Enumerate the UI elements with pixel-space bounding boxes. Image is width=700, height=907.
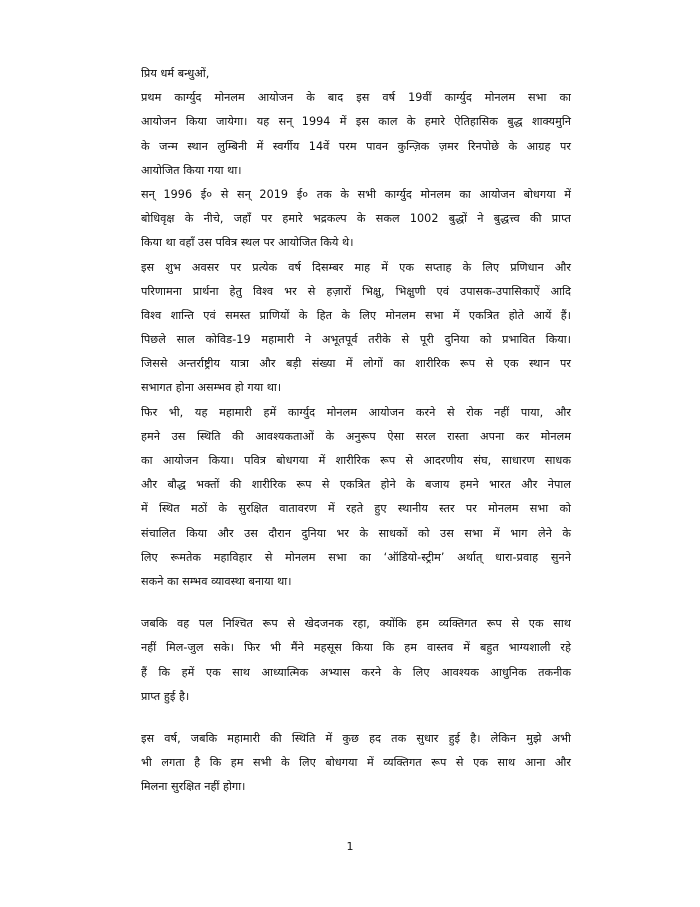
paragraph-6 bbox=[141, 612, 571, 709]
paragraph-line: का आयोजन किया। पवित्र बोधगया में शारीरिक रूप से आदरणीय संघ, साधारण साधक bbox=[141, 454, 571, 467]
document-body bbox=[141, 62, 571, 799]
paragraph-line: सकने का सम्भव व्यावस्था बनाया था। bbox=[141, 574, 292, 588]
paragraph-line: प्रथम कार्ग्युद मोनलम आयोजन के बाद इस वर्ष 19वीं कार्ग्युद मोनलम सभा का bbox=[141, 91, 571, 105]
paragraph-line: जिससे अन्तर्राष्ट्रीय यात्रा और बड़ी संख्या में लोगों का शारीरिक रूप से एक स्थान पर bbox=[141, 357, 571, 371]
paragraph-line: विश्व शान्ति एवं समस्त प्राणियों के हित के लिए मोनलम सभा में एकत्रित होते आयें हैं। bbox=[141, 308, 571, 322]
paragraph-line: किया था वहाँ उस पवित्र स्थल पर आयोजित किये थे। bbox=[141, 236, 354, 250]
paragraph-line: इस वर्ष, जबकि महामारी की स्थिति में कुछ हद तक सुधार हुई है। लेकिन मुझे अभी bbox=[141, 731, 571, 745]
paragraph-line: पिछले साल कोविड-19 महामारी ने अभूतपूर्व तरीके से पूरी दुनिया को प्रभावित किया। bbox=[141, 333, 571, 347]
paragraph-line: मिलना सुरक्षित नहीं होगा। bbox=[141, 780, 246, 794]
paragraph-line: इस शुभ अवसर पर प्रत्येक वर्ष दिसम्बर माह में एक सप्ताह के लिए प्रणिधान और bbox=[141, 260, 571, 274]
paragraph-1 bbox=[141, 86, 571, 183]
paragraph-line: लिए रूमतेक महाविहार से मोनलम सभा का ‘ऑडियो-स्ट्रीम’ अर्थात् धारा-प्रवाह सुनने bbox=[141, 550, 571, 564]
salutation: प्रिय धर्म बन्धुओं, bbox=[141, 67, 210, 80]
paragraph-line: हमने उस स्थिति की आवश्यकताओं के अनुरूप ऐसा सरल रास्ता अपना कर मोनलम bbox=[141, 429, 571, 443]
paragraph-line: फिर भी, यह महामारी हमें कार्ग्युद मोनलम आयोजन करने से रोक नहीं पाया, और bbox=[141, 405, 571, 419]
paragraph-line: आयोजन किया जायेगा। यह सन् 1994 में इस काल के हमारे ऐतिहासिक बुद्ध शाक्यमुनि bbox=[141, 115, 571, 129]
paragraph-5 bbox=[141, 401, 571, 595]
paragraph-line: और बौद्ध भक्तों की शारीरिक रूप से एकत्रित होने के बजाय हमने भारत और नेपाल bbox=[141, 478, 571, 492]
paragraph-7 bbox=[141, 727, 571, 800]
paragraph-line: परिणामना प्रार्थना हेतु विश्व भर से हज़ारों भिक्षु, भिक्षुणी एवं उपासक-उपासिकाऐं आदि bbox=[141, 284, 571, 298]
paragraph-line: आयोजित किया गया था। bbox=[141, 163, 242, 177]
paragraph-line: भी लगता है कि हम सभी के लिए बोधगया में व्यक्तिगत रूप से एक साथ आना और bbox=[141, 756, 571, 770]
paragraph-line: बोधिवृक्ष के नीचे, जहाँ पर हमारे भद्रकल्प के सकल 1002 बुद्धों ने बुद्धत्त्व की प्राप्त bbox=[141, 212, 571, 226]
paragraph-line: सभागत होना असम्भव हो गया था। bbox=[141, 381, 282, 395]
paragraph-spacer bbox=[141, 594, 571, 612]
paragraph-line: में स्थित मठों के सुरक्षित वातावरण में रहते हुए स्थानीय स्तर पर मोनलम सभा को bbox=[141, 502, 571, 516]
paragraph-4 bbox=[141, 328, 571, 401]
paragraph-2 bbox=[141, 183, 571, 256]
paragraph-3 bbox=[141, 256, 571, 329]
paragraph-line: के जन्म स्थान लुम्बिनी में स्वर्गीय 14वें परम पावन कुन्ज़िक ज़मर रिनपोछे के आग्रह पर bbox=[141, 139, 571, 153]
paragraph-line: प्राप्त हुई है। bbox=[141, 689, 190, 703]
paragraph-line: जबकि वह पल निश्चित रूप से खेदजनक रहा, क्योंकि हम व्यक्तिगत रूप से एक साथ bbox=[141, 617, 571, 631]
paragraph-line: नहीं मिल-जुल सके। फिर भी मैंने महसूस किया कि हम वास्तव में बहुत भाग्यशाली रहे bbox=[141, 641, 571, 655]
paragraph-line: हैं कि हमें एक साथ आध्यात्मिक अभ्यास करने के लिए आवश्यक आधुनिक तकनीक bbox=[141, 665, 571, 679]
paragraph-line: संचालित किया और उस दौरान दुनिया भर के साधकों को उस सभा में भाग लेने के bbox=[141, 526, 571, 540]
paragraph-spacer bbox=[141, 709, 571, 727]
paragraph-line: सन् 1996 ई० से सन् 2019 ई० तक के सभी कार्ग्युद मोनलम का आयोजन बोधगया में bbox=[141, 187, 571, 201]
page-number: 1 bbox=[346, 840, 354, 853]
